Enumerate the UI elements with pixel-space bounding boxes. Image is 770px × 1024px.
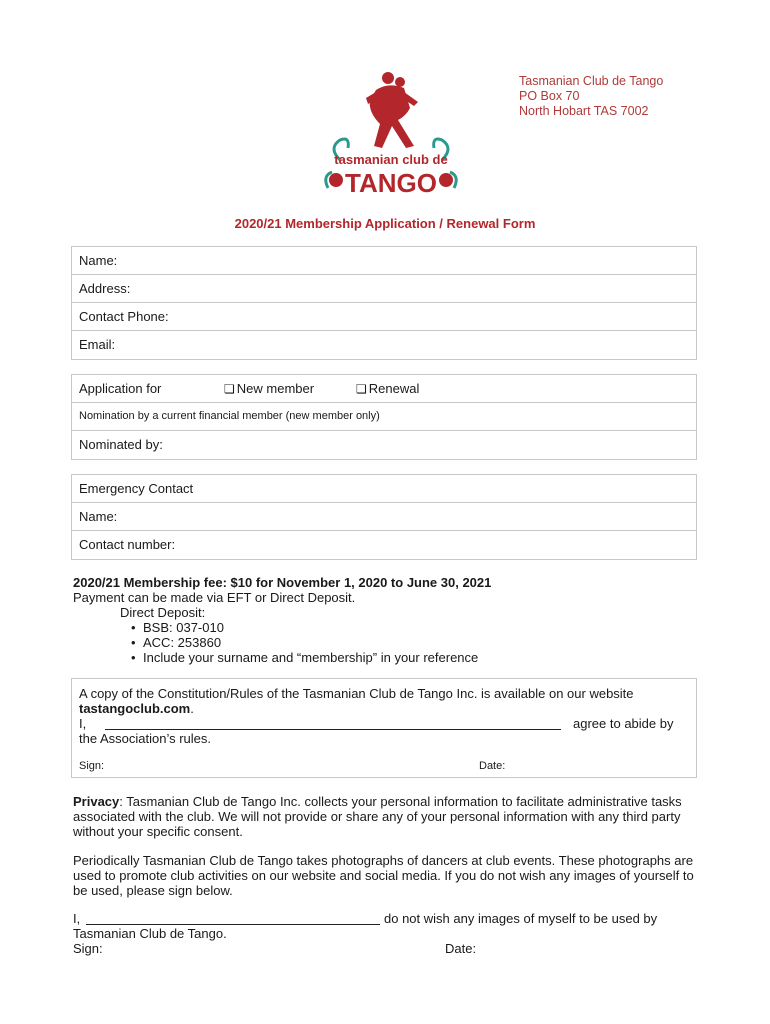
optout-date-label[interactable]: Date: xyxy=(445,941,477,956)
checkbox-icon[interactable]: ❏ xyxy=(356,382,367,396)
emergency-number-label: Contact number: xyxy=(79,537,176,552)
emergency-name-field[interactable] xyxy=(72,503,696,531)
checkbox-icon[interactable]: ❏ xyxy=(224,382,235,396)
privacy-label: Privacy xyxy=(73,794,120,809)
list-item: • BSB: 037-010 xyxy=(131,620,491,635)
constitution-text: A copy of the Constitution/Rules of the Tasmanian Club de Tango Inc. is available on our website tastangoclub.com. xyxy=(79,686,634,716)
phone-label: Contact Phone: xyxy=(79,309,169,324)
email-field[interactable] xyxy=(72,331,696,359)
renewal-option[interactable] xyxy=(356,375,419,403)
nomination-note: Nomination by a current financial member (new member only) xyxy=(72,403,696,431)
constitution-box xyxy=(71,678,697,778)
renewal-label: Renewal xyxy=(368,381,420,396)
list-item: • Include your surname and “membership” in your reference xyxy=(131,650,491,665)
logo-text-top: tasmanian club de xyxy=(334,152,448,167)
application-label: Application for xyxy=(79,381,162,396)
privacy-text: : Tasmanian Club de Tango Inc. collects your personal information to facilitate administrative tasks associated with the club. We will not provide or share any of your personal information with any third party without your specific consent. xyxy=(73,794,682,839)
deposit-list xyxy=(73,620,491,665)
agree-line xyxy=(79,716,689,731)
privacy-paragraph xyxy=(73,794,703,839)
club-address xyxy=(519,74,663,119)
rules-text: the Association’s rules. xyxy=(79,731,211,746)
name-field[interactable] xyxy=(72,247,696,275)
optout-i-label: I, xyxy=(73,911,81,926)
sign-label[interactable]: Sign: xyxy=(79,760,105,772)
po-box: PO Box 70 xyxy=(519,89,580,103)
photos-paragraph: Periodically Tasmanian Club de Tango takes photographs of dancers at club events. These photographs are used to promote club activities on our website and social media. If you do not wish any images of yourself to be used, please sign below. xyxy=(73,853,694,898)
name-signature-line[interactable] xyxy=(105,716,561,730)
sign-row xyxy=(79,759,689,774)
date-label[interactable]: Date: xyxy=(479,760,506,772)
address-field[interactable] xyxy=(72,275,696,303)
name-label: Name: xyxy=(79,253,118,268)
i-label: I, xyxy=(79,716,87,731)
club-city: North Hobart TAS 7002 xyxy=(519,104,649,118)
email-label: Email: xyxy=(79,337,116,352)
agree-text: agree to abide by xyxy=(573,716,674,731)
nominated-by-label: Nominated by: xyxy=(79,437,163,452)
emergency-title: Emergency Contact xyxy=(72,475,696,503)
emergency-box xyxy=(71,474,697,560)
emergency-name-label: Name: xyxy=(79,509,118,524)
new-member-option[interactable] xyxy=(224,375,314,403)
optout-sign-row xyxy=(73,941,703,956)
fee-section xyxy=(73,575,491,665)
direct-deposit-label: Direct Deposit: xyxy=(120,605,206,620)
logo-text-main: TANGO xyxy=(345,168,437,198)
new-member-label: New member xyxy=(236,381,315,396)
address-label: Address: xyxy=(79,281,131,296)
optout-text-2: Tasmanian Club de Tango. xyxy=(73,926,227,941)
website-link[interactable]: tastangoclub.com xyxy=(79,701,191,716)
payment-text: Payment can be made via EFT or Direct Deposit. xyxy=(73,590,356,605)
nominated-by-field[interactable] xyxy=(72,431,696,459)
personal-details-box xyxy=(71,246,697,360)
optout-text-1: do not wish any images of myself to be used by xyxy=(384,911,658,926)
club-name: Tasmanian Club de Tango xyxy=(519,74,664,88)
list-item: • ACC: 253860 xyxy=(131,635,491,650)
application-row xyxy=(72,375,696,403)
emergency-number-field[interactable] xyxy=(72,531,696,559)
optout-line xyxy=(73,911,703,926)
fee-title: 2020/21 Membership fee: $10 for November 1, 2020 to June 30, 2021 xyxy=(73,575,492,590)
phone-field[interactable] xyxy=(72,303,696,331)
club-logo xyxy=(318,68,464,202)
optout-name-line[interactable] xyxy=(86,911,380,925)
application-box xyxy=(71,374,697,460)
optout-sign-label[interactable]: Sign: xyxy=(73,941,103,956)
form-title: 2020/21 Membership Application / Renewal Form xyxy=(234,216,536,231)
